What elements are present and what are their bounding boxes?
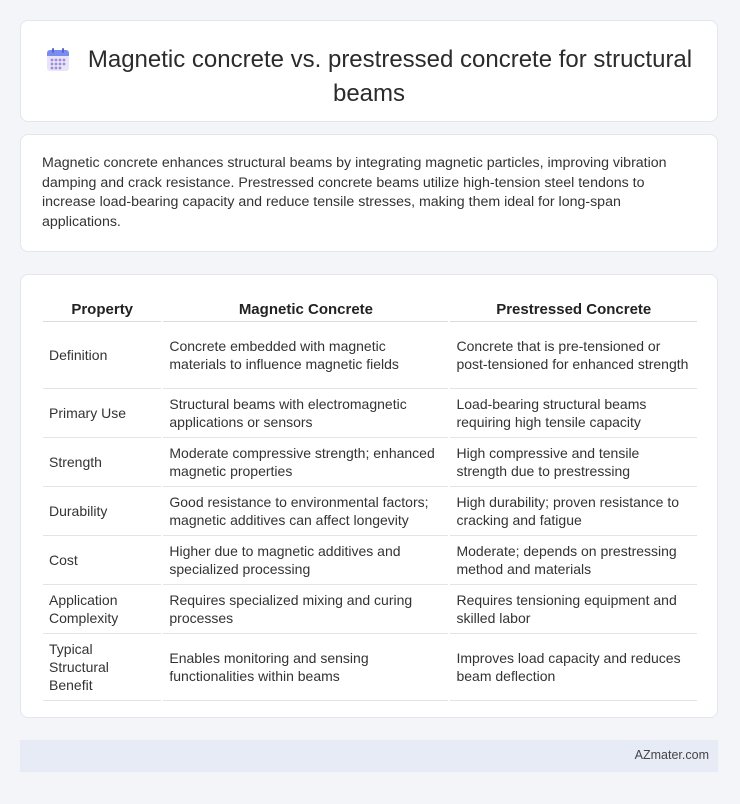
comparison-table-card [20,274,718,718]
row-prestressed-value: Concrete that is pre-tensioned or post-tensioned for enhanced strength [450,322,697,389]
comparison-table [41,295,699,701]
table-row [43,536,697,585]
table-row [43,487,697,536]
row-property: Definition [43,322,161,389]
table-row [43,389,697,438]
row-prestressed-value: Improves load capacity and reduces beam deflection [450,634,697,701]
footer-brand[interactable]: AZmater.com [634,748,709,762]
row-property: Typical Structural Benefit [43,634,161,701]
row-magnetic-value: Higher due to magnetic additives and specialized processing [163,536,448,585]
row-property: Application Complexity [43,585,161,634]
table-row [43,585,697,634]
header-property: Property [43,295,161,322]
row-magnetic-value: Structural beams with electromagnetic applications or sensors [163,389,448,438]
footer-bar [20,740,718,772]
row-prestressed-value: High durability; proven resistance to cracking and fatigue [450,487,697,536]
summary-card [20,134,718,252]
table-row [43,438,697,487]
row-magnetic-value: Requires specialized mixing and curing processes [163,585,448,634]
header-prestressed-concrete: Prestressed Concrete [450,295,697,322]
row-prestressed-value: Requires tensioning equipment and skilled labor [450,585,697,634]
header-magnetic-concrete: Magnetic Concrete [163,295,448,322]
row-property: Durability [43,487,161,536]
table-row [43,322,697,389]
title-card [20,20,718,122]
calendar-icon [46,48,70,79]
row-prestressed-value: Load-bearing structural beams requiring high tensile capacity [450,389,697,438]
table-row [43,634,697,701]
table-header-row [43,295,697,322]
row-property: Strength [43,438,161,487]
summary-text: Magnetic concrete enhances structural beams by integrating magnetic particles, improving vibration damping and crack resistance. Prestressed concrete beams utilize high-tension steel tendons to increase load-bearing capacity and reduce tensile stresses, making them ideal for long-span applications. [42,155,667,230]
row-prestressed-value: Moderate; depends on prestressing method and materials [450,536,697,585]
row-magnetic-value: Concrete embedded with magnetic materials to influence magnetic fields [163,322,448,389]
page-title-container [21,45,717,108]
row-magnetic-value: Moderate compressive strength; enhanced magnetic properties [163,438,448,487]
page-title: Magnetic concrete vs. prestressed concrete for structural beams [87,46,693,107]
row-prestressed-value: High compressive and tensile strength due to prestressing [450,438,697,487]
row-property: Primary Use [43,389,161,438]
row-property: Cost [43,536,161,585]
row-magnetic-value: Enables monitoring and sensing functionalities within beams [163,634,448,701]
row-magnetic-value: Good resistance to environmental factors; magnetic additives can affect longevity [163,487,448,536]
